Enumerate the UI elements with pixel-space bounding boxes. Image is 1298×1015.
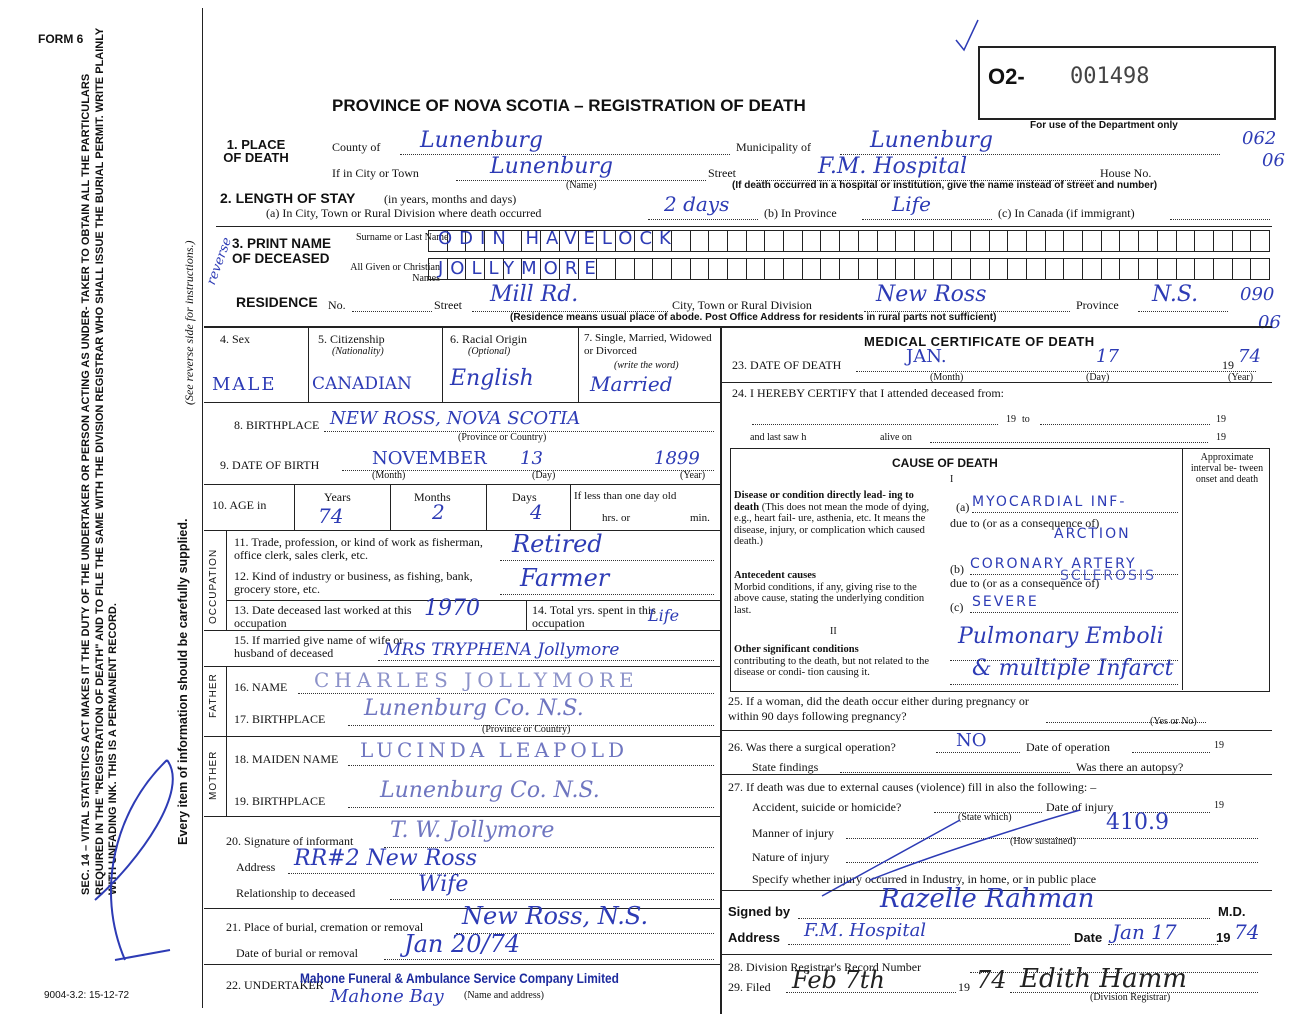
dod-month: JAN. — [906, 346, 947, 367]
alive-19: 19 — [1216, 432, 1226, 443]
stay-sub: (in years, months and days) — [384, 192, 517, 206]
cause-c: SEVERE — [972, 594, 1039, 610]
dod-label: 23. DATE OF DEATH — [732, 358, 842, 372]
certify-19b: 19 — [1216, 414, 1226, 425]
residence-province: N.S. — [1152, 282, 1199, 307]
reg-prefix: O2- — [988, 64, 1025, 89]
date-op-19: 19 — [1214, 740, 1224, 751]
roman-one: I — [950, 474, 954, 485]
age-days: 4 — [530, 500, 543, 524]
stay-c-label: (c) In Canada (if immigrant) — [998, 206, 1135, 220]
margin-pen-mark — [55, 660, 205, 990]
informant-sig-label: 20. Signature of informant — [226, 834, 354, 848]
citizenship-value: CANADIAN — [312, 374, 412, 394]
registration-number-box — [978, 46, 1276, 120]
residence-label: RESIDENCE — [236, 294, 318, 310]
dod-day: 17 — [1096, 346, 1119, 367]
other-note: contributing to the death, but not related to the disease or condi- tion causing it. — [734, 655, 930, 678]
record-label: 28. Division Registrar's Record Number — [728, 960, 922, 974]
municipality-label: Municipality of — [736, 140, 811, 154]
stay-label: 2. LENGTH OF STAY — [220, 190, 356, 206]
code-4: 06 — [1258, 312, 1281, 333]
months-label: Months — [414, 490, 451, 504]
reverse-margin-note: reverse — [204, 235, 236, 288]
name-label: 3. PRINT NAME OF DECEASED — [232, 236, 332, 266]
residence-street-label: Street — [434, 298, 462, 312]
undertaker-hand: Mahone Bay — [330, 986, 444, 1007]
dob-day-cap: (Day) — [532, 470, 556, 481]
dod-year-cap: (Year) — [1228, 372, 1254, 383]
total-value: Life — [648, 606, 680, 625]
cause-b: CORONARY ARTERY — [970, 556, 1137, 572]
doctor-address-label: Address — [728, 930, 781, 945]
manner-label: Manner of injury — [752, 826, 834, 840]
total-label: 14. Total yrs. spent in this occupation — [532, 603, 656, 630]
mother-birthplace-label: 19. BIRTHPLACE — [234, 794, 326, 808]
accident-label: Accident, suicide or homicide? — [752, 800, 902, 814]
interval-label: Approximate interval be- tween onset and death — [1190, 452, 1264, 485]
state-which-caption: (State which) — [958, 812, 1012, 823]
name-caption: (Name) — [566, 180, 597, 191]
citizenship-label: 5. Citizenship — [318, 332, 385, 346]
street-value: F.M. Hospital — [818, 154, 968, 179]
due-to-2: due to (or as a consequence of) — [950, 576, 1100, 590]
cause-b2: SCLEROSIS — [1060, 568, 1156, 584]
informant-rel-label: Relationship to deceased — [236, 886, 356, 900]
doctor-date: Jan 17 — [1112, 920, 1177, 944]
hrs-label: hrs. or — [602, 512, 631, 524]
filed-19: 19 — [958, 980, 970, 994]
birthplace-caption: (Province or Country) — [458, 432, 547, 443]
certify-to: to — [1022, 414, 1030, 425]
birthplace-label: 8. BIRTHPLACE — [234, 418, 320, 432]
disease-block — [734, 490, 938, 548]
age-years: 74 — [318, 504, 344, 528]
due-to-1: due to (or as a consequence of) — [950, 516, 1100, 530]
filed-year: 74 — [976, 966, 1007, 994]
cause-a-marker: (a) — [956, 500, 970, 514]
place-note: (If death occurred in a hospital or institution, give the name instead of street and number) — [732, 180, 1158, 191]
spouse-value: MRS TRYPHENA Jollymore — [384, 640, 620, 660]
undertaker-caption: (Name and address) — [464, 990, 544, 1001]
cause-c-marker: (c) — [950, 600, 964, 614]
other-cause-2: & multiple Infarct — [972, 656, 1174, 681]
informant-address-label: Address — [236, 860, 276, 874]
dob-month-cap: (Month) — [372, 470, 406, 481]
antecedent-note: Morbid conditions, if any, giving rise to the above cause, stating the underlying condition last. — [734, 581, 925, 616]
trade-label: 11. Trade, profession, or kind of work as fisherman, office clerk, sales clerk, etc. — [234, 535, 483, 562]
disease-label: Disease or condition directly lead- ing to death — [734, 490, 914, 513]
print-code: 9004-3.2: 15-12-72 — [44, 990, 130, 1001]
county-value: Lunenburg — [420, 128, 543, 153]
dod-year: 74 — [1238, 346, 1261, 367]
age-label: 10. AGE in — [212, 498, 267, 512]
burial-place-label: 21. Place of burial, cremation or removal — [226, 920, 424, 934]
father-name: CHARLES JOLLYMORE — [314, 668, 639, 692]
burial-date-label: Date of burial or removal — [236, 946, 358, 960]
city-value: Lunenburg — [490, 154, 613, 179]
days-label: Days — [512, 490, 537, 504]
cause-title: CAUSE OF DEATH — [892, 456, 998, 470]
nature-label: Nature of injury — [752, 850, 830, 864]
trade-value: Retired — [512, 530, 603, 558]
check-mark — [954, 18, 980, 54]
dept-use: For use of the Department only — [1030, 120, 1178, 131]
q27-label: 27. If death was due to external causes (violence) fill in also the following: – — [728, 780, 1097, 794]
mother-name: LUCINDA LEAPOLD — [360, 738, 629, 762]
mother-birthplace: Lunenburg Co. N.S. — [380, 778, 600, 803]
cause-a2: ARCTION — [1054, 526, 1131, 542]
marital-value: Married — [590, 372, 673, 396]
residence-note: (Residence means usual place of abode. Post Office Address for residents in rural parts not sufficient) — [510, 312, 997, 323]
house-label: House No. — [1100, 166, 1152, 180]
code-3: 090 — [1240, 284, 1275, 305]
other-label: Other significant conditions — [734, 644, 859, 655]
registrar-signature: Edith Hamm — [1020, 964, 1187, 994]
informant-rel: Wife — [418, 872, 469, 897]
other-cause: Pulmonary Emboli — [958, 624, 1164, 649]
code-1: 062 — [1242, 128, 1277, 149]
filed-date: Feb 7th — [792, 966, 885, 994]
date-op-label: Date of operation — [1026, 740, 1110, 754]
last-saw-label: and last saw h — [750, 432, 807, 443]
doctor-date-label: Date — [1074, 930, 1103, 945]
how-caption: (How sustained) — [1010, 836, 1076, 847]
specify-label: Specify whether injury occurred in Industry, in home, or in public place — [752, 872, 1097, 886]
residence-street: Mill Rd. — [490, 282, 579, 307]
residence-city: New Ross — [876, 282, 987, 307]
reg-number: 001498 — [1070, 64, 1150, 89]
dod-day-cap: (Day) — [1086, 372, 1110, 383]
city-label: If in City or Town — [332, 166, 419, 180]
alive-label: alive on — [880, 432, 912, 443]
spouse-label: 15. If married give name of wife or husband of deceased — [234, 633, 404, 660]
father-section: FATHER — [208, 673, 219, 718]
given-value: JOLLYMORE — [438, 258, 603, 279]
md-label: M.D. — [1218, 904, 1246, 919]
certify-label: 24. I HEREBY CERTIFY that I attended deceased from: — [732, 386, 1004, 400]
antecedent-block — [734, 570, 938, 616]
state-findings-label: State findings — [752, 760, 819, 774]
code-2: 06 — [1262, 150, 1285, 171]
origin-value: English — [450, 366, 534, 391]
doctor-date-year: 74 — [1234, 920, 1260, 944]
yesno-caption: (Yes or No) — [1150, 716, 1197, 727]
dob-year: 1899 — [654, 448, 700, 469]
father-caption: (Province or Country) — [482, 724, 571, 735]
signed-label: Signed by — [728, 904, 791, 919]
q25-label: 25. If a woman, did the death occur either during pregnancy or within 90 days following pregnancy? — [728, 694, 1029, 723]
origin-label: 6. Racial Origin — [450, 332, 527, 346]
county-label: County of — [332, 140, 381, 154]
undertaker-stamp: Mahone Funeral & Ambulance Service Company Limited — [300, 970, 619, 986]
age-months: 2 — [432, 500, 445, 524]
dob-year-cap: (Year) — [680, 470, 706, 481]
doctor-address: F.M. Hospital — [804, 920, 927, 941]
form-number: FORM 6 — [38, 32, 84, 46]
supply-note: Every item of information should be carefully supplied. — [176, 518, 190, 845]
residence-no-label: No. — [328, 298, 346, 312]
dod-19: 19 — [1222, 358, 1234, 372]
birthplace-value: NEW ROSS, NOVA SCOTIA — [330, 408, 581, 429]
certify-19a: 19 — [1006, 414, 1016, 425]
sex-label: 4. Sex — [220, 332, 250, 346]
min-label: min. — [690, 512, 710, 524]
municipality-value: Lunenburg — [870, 128, 993, 153]
marital-label: 7. Single, Married, Widowed or Divorced — [584, 332, 712, 357]
lessday-label: If less than one day old — [574, 490, 677, 502]
years-label: Years — [324, 490, 351, 504]
other-block — [734, 644, 938, 679]
last-worked-label: 13. Date deceased last worked at this occupation — [234, 603, 412, 630]
given-label: All Given or Christian Names — [350, 262, 440, 284]
q26-label: 26. Was there a surgical operation? — [728, 740, 896, 754]
residence-province-label: Province — [1076, 298, 1119, 312]
citizenship-sub: (Nationality) — [332, 346, 384, 357]
roman-two: II — [830, 626, 837, 637]
industry-value: Farmer — [520, 564, 610, 592]
doctor-signature: Razelle Rahman — [880, 884, 1095, 914]
surname-label: Surname or Last Name — [356, 232, 449, 243]
q26-answer: NO — [956, 730, 987, 751]
dod-month-cap: (Month) — [930, 372, 964, 383]
origin-sub: (Optional) — [468, 346, 511, 357]
cause-b-marker: (b) — [950, 562, 964, 576]
date-injury-19: 19 — [1214, 800, 1224, 811]
father-birthplace-label: 17. BIRTHPLACE — [234, 712, 326, 726]
doctor-date-19: 19 — [1216, 930, 1231, 945]
registrar-caption: (Division Registrar) — [1090, 992, 1171, 1003]
reverse-note: (See reverse side for instructions.) — [182, 240, 196, 405]
dob-label: 9. DATE OF BIRTH — [220, 458, 320, 472]
industry-label: 12. Kind of industry or business, as fishing, bank, grocery store, etc. — [234, 569, 473, 596]
marital-sub: (write the word) — [614, 360, 679, 371]
cause-a: MYOCARDIAL INF- — [972, 494, 1127, 510]
statute-text: SEC. 14 – VITAL STATISTICS ACT MAKES IT THE DUTY OF THE UNDERTAKER OR PERSON ACTING AS UNDER- TAKER TO OBTAIN ALL THE PARTICULARS REQUIRED IN THE "REGISTRATION OF DEATH" AND TO FILE THE SAME WITH THE DIVISION REGISTRAR WHO SHALL ISSUE THE BURIAL PERMIT. WRITE PLAINLY WITH UNFADING INK. THIS IS A PERMANENT RECORD. — [80, 27, 119, 895]
stay-a-value: 2 days — [664, 192, 730, 216]
medical-title: MEDICAL CERTIFICATE OF DEATH — [864, 334, 1095, 349]
antecedent-label: Antecedent causes — [734, 570, 816, 581]
autopsy-label: Was there an autopsy? — [1076, 760, 1184, 774]
surname-value: ODIN HAVELOCK — [438, 228, 678, 249]
street-label: Street — [708, 166, 736, 180]
sex-value: MALE — [212, 374, 277, 395]
place-label: 1. PLACE OF DEATH — [223, 137, 289, 165]
stay-a-label: (a) In City, Town or Rural Division where death occurred — [266, 206, 542, 220]
disease-note: (This does not mean the mode of dying, e.g., heart fail- ure, asthenia, etc. It means the disease, injury, or complication which caused death.) — [734, 501, 930, 547]
form-title: PROVINCE OF NOVA SCOTIA – REGISTRATION OF DEATH — [332, 96, 806, 115]
informant-address: RR#2 New Ross — [294, 846, 478, 871]
manner-value: 410.9 — [1106, 810, 1169, 835]
informant-sig: T. W. Jollymore — [390, 818, 555, 843]
stay-b-value: Life — [892, 192, 931, 216]
dob-day: 13 — [520, 448, 543, 469]
undertaker-label: 22. UNDERTAKER — [226, 978, 324, 992]
date-injury-label: Date of injury — [1046, 800, 1114, 814]
stay-b-label: (b) In Province — [764, 206, 837, 220]
occupation-section: OCCUPATION — [208, 548, 219, 624]
last-worked-value: 1970 — [424, 596, 480, 621]
burial-place: New Ross, N.S. — [462, 902, 649, 930]
father-name-label: 16. NAME — [234, 680, 288, 694]
filed-label: 29. Filed — [728, 980, 771, 994]
mother-section: MOTHER — [208, 750, 219, 800]
mother-name-label: 18. MAIDEN NAME — [234, 752, 339, 766]
father-birthplace: Lunenburg Co. N.S. — [364, 696, 584, 721]
residence-city-label: City, Town or Rural Division — [672, 298, 812, 312]
dob-month: NOVEMBER — [372, 448, 487, 469]
burial-date: Jan 20/74 — [404, 930, 521, 958]
